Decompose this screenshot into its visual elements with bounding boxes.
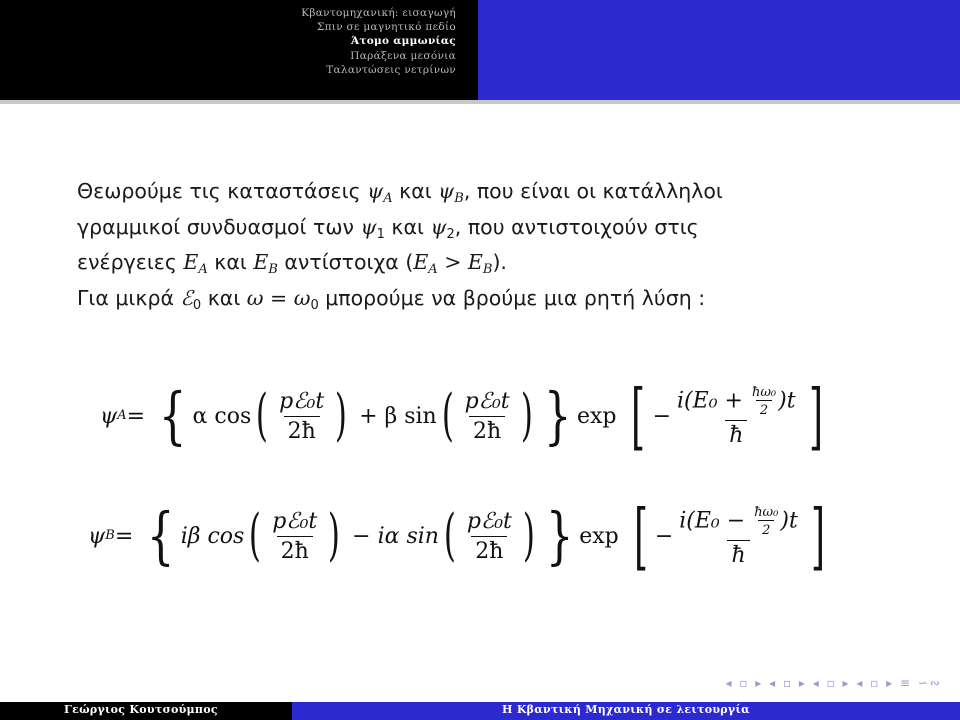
footer-author: Γεώργιος Κουτσούμπος [64, 703, 218, 716]
header-divider [0, 100, 960, 104]
text-line-4: Για μικρά ℰ$_0$ και $\omega = \omega_0$ μπορούμε να βρούμε μια ρητή λύση : [77, 285, 706, 313]
beamer-navigation-icons[interactable]: ◂ ▫ ▸ ◂ ▫ ▸ ◂ ▫ ▸ ◂ ▫ ▸ ≡ ∽∾ [725, 676, 942, 690]
eq1-coef1: α cos [192, 403, 252, 429]
footer-bar [0, 702, 960, 720]
equation-psi-b: ψ B = { iβ cos ( $\frac{\text{pℰ₀t}}{2ħ}$ ) − iα sin ( $\frac{\text{pℰ₀t}}{2ħ}$ ) } exp [ − i(E₀ − $\frac{\text{ħω₀}}{2}$ )t ħ ] [88, 494, 825, 578]
eq1-coef2: β sin [384, 403, 437, 429]
footer-title: Η Κβαντική Μηχανική σε λειτουργία [502, 703, 750, 716]
text-line-3: ενέργειες $E_A$ και $E_B$ αντίστοιχα $(E_A > E_B)$. [77, 250, 507, 277]
eq2-exp-frac: i(E₀ − $\frac{\text{ħω₀}}{2}$ )t ħ [679, 504, 798, 568]
header-left-panel [0, 0, 478, 100]
slide-text [77, 174, 917, 316]
footer-author-panel [0, 702, 292, 720]
eq2-lhs: ψ [88, 523, 106, 549]
nav-section-current[interactable]: Άτομο αμμωνίας [350, 35, 456, 48]
nav-section-2[interactable]: Σπιν σε μαγνητικό πεδίο [316, 21, 456, 34]
eq2-left-brace: { [147, 499, 175, 572]
nav-section-5[interactable]: Ταλαντώσεις νετρίνων [326, 63, 456, 76]
header-right-panel [478, 0, 960, 100]
eq2-coef2: iα sin [377, 523, 439, 549]
eq1-exp-frac: i(E₀ + $\frac{\text{ħω₀}}{2}$ )t ħ [677, 384, 796, 448]
eq1-right-brace: } [543, 379, 572, 452]
eq1-lhs: ψ [100, 403, 118, 429]
eq1-frac1: $\frac{\text{pℰ₀t}}{2ħ}$ [279, 388, 325, 444]
nav-section-4[interactable]: Παράξενα μεσόνια [350, 49, 456, 62]
eq2-frac1: $\frac{\text{pℰ₀t}}{2ħ}$ [272, 508, 318, 564]
eq1-frac2: $\frac{\text{pℰ₀t}}{2ħ}$ [464, 388, 510, 444]
text-line-2: γραμμικοί συνδυασμοί των $\psi_1$ και $\psi_2$, που αντιστοιχούν στις [77, 214, 699, 242]
text-line-1: Θεωρούμε τις καταστάσεις $\psi_A$ και $\psi_B$, που είναι οι κατάλληλοι [77, 179, 723, 206]
header-bar [0, 0, 960, 100]
eq2-exp: exp [579, 523, 619, 549]
eq2-coef1: iβ cos [180, 523, 245, 549]
nav-section-1[interactable]: Κβαντομηχανική: εισαγωγή [301, 7, 456, 19]
eq1-left-brace: { [159, 379, 187, 452]
equation-psi-a: ψ A = { α cos ( $\frac{\text{pℰ₀t}}{2ħ}$ ) + β sin ( $\frac{\text{pℰ₀t}}{2ħ}$ ) } exp [ − i(E₀ + $\frac{\text{ħω₀}}{2}$ )t ħ ] [100, 374, 823, 458]
eq2-right-brace: } [545, 499, 574, 572]
footer-title-panel [292, 702, 960, 720]
section-nav [301, 6, 456, 77]
eq2-frac2: $\frac{\text{pℰ₀t}}{2ħ}$ [466, 508, 512, 564]
eq1-exp: exp [576, 403, 617, 429]
